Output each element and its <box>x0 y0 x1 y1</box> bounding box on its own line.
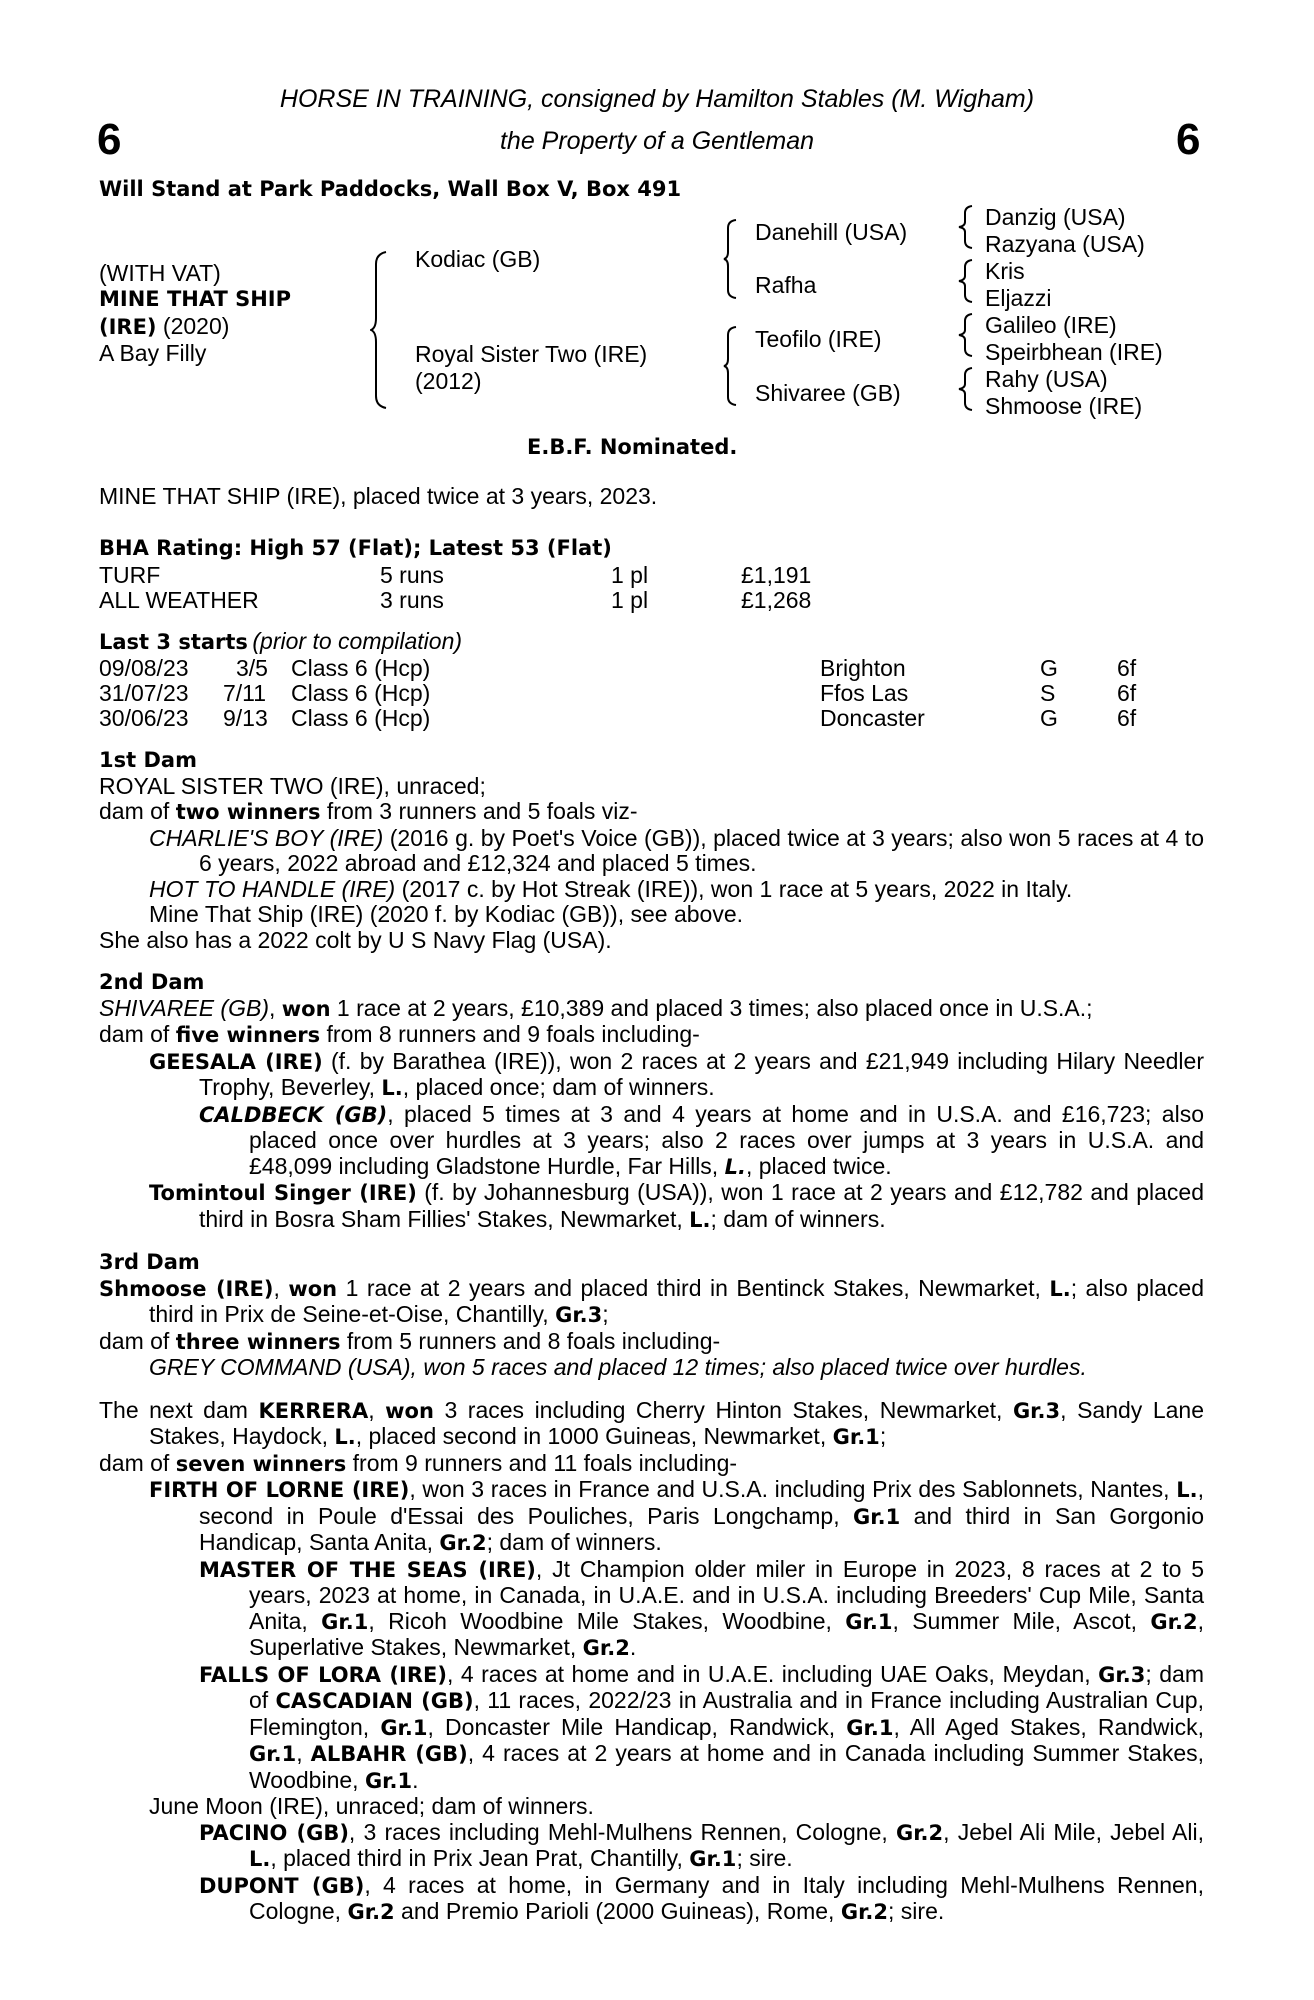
produce-record <box>99 748 1204 1926</box>
dam1-note: She also has a 2022 colt by U S Navy Flag (USA). <box>99 926 612 953</box>
gen3-4: Eljazzi <box>985 285 1052 311</box>
lot-number-left: 6 <box>97 115 122 164</box>
gen3-2: Razyana (USA) <box>985 231 1145 257</box>
gen3-6: Speirbhean (IRE) <box>985 339 1163 365</box>
vat-note: (WITH VAT) <box>99 260 221 286</box>
rating-aw-prize: £1,268 <box>741 587 812 613</box>
dam2-grandfoal: CALDBECK (GB), placed 5 times at 3 and 4 years at home and in U.S.A. and £16,723; also placed once over hurdles at 3 years; also 2 races over jumps at 3 years in U.S.A. and £48,099 including Gladstone Hurdle, Far Hills, L., placed twice. <box>199 1100 1204 1179</box>
dam2-heading: 2nd Dam <box>99 970 205 994</box>
start-class: Class 6 (Hcp) <box>291 655 431 681</box>
dam3-line: Shmoose (IRE), won 1 race at 2 years and placed third in Bentinck Stakes, Newmarket, L.; also placed third in Prix de Seine-et-Oise, Chantilly, Gr.3; <box>99 1274 1204 1327</box>
start-pos: 7/11 <box>223 680 267 706</box>
race-summary: MINE THAT SHIP (IRE), placed twice at 3 years, 2023. <box>99 483 658 509</box>
start-dist: 6f <box>1117 655 1137 681</box>
location-line: Will Stand at Park Paddocks, Wall Box V, Box 491 <box>99 177 682 201</box>
dam2-line: SHIVAREE (GB), won 1 race at 2 years, £10,389 and placed 3 times; also placed once in U.S.A.; <box>99 994 1093 1021</box>
start-course: Brighton <box>820 655 906 681</box>
rating-turf-runs: 5 runs <box>380 562 444 588</box>
dam4-grandfoal: PACINO (GB), 3 races including Mehl-Mulhens Rennen, Cologne, Gr.2, Jebel Ali Mile, Jebel Ali, L., placed third in Prix Jean Prat, Chantilly, Gr.1; sire. <box>199 1818 1205 1871</box>
start-course: Ffos Las <box>820 680 909 706</box>
rating-aw-surface: ALL WEATHER <box>99 587 259 613</box>
rating-turf-prize: £1,191 <box>741 562 812 588</box>
start-pos: 3/5 <box>236 655 268 681</box>
lot-number-right: 6 <box>1176 115 1201 164</box>
dam4-line: The next dam KERRERA, won 3 races including Cherry Hinton Stakes, Newmarket, Gr.3, Sandy Lane Stakes, Haydock, L., placed second in 1000 Guineas, Newmarket, Gr.1; <box>99 1396 1204 1449</box>
dam3-heading: 3rd Dam <box>99 1250 200 1274</box>
rating-turf-placed: 1 pl <box>611 562 649 588</box>
consignment-line: HORSE IN TRAINING, consigned by Hamilton Stables (M. Wigham) <box>279 85 1035 113</box>
start-date: 09/08/23 <box>99 655 189 681</box>
start-date: 31/07/23 <box>99 680 189 706</box>
gen3-8: Shmoose (IRE) <box>985 393 1143 419</box>
dam3-produce-line: dam of three winners from 5 runners and 8 foals including- <box>99 1327 721 1354</box>
sire-name: Kodiac (GB) <box>415 246 541 272</box>
dam2-foal: Tomintoul Singer (IRE) (f. by Johannesburg (USA)), won 1 race at 2 years and £12,782 and placed third in Bosra Sham Fillies' Stakes, Newmarket, L.; dam of winners. <box>149 1179 1204 1232</box>
dam1-foal: HOT TO HANDLE (IRE) (2017 c. by Hot Streak (IRE)), won 1 race at 5 years, 2022 in Italy. <box>149 875 1073 902</box>
pedigree-bracket-dam <box>723 325 739 407</box>
start-class: Class 6 (Hcp) <box>291 680 431 706</box>
rating-aw-runs: 3 runs <box>380 587 444 613</box>
dam-sire: Teofilo (IRE) <box>755 326 882 352</box>
horse-name-suffix: (IRE) (2020) <box>99 313 230 339</box>
start-going: S <box>1040 680 1056 706</box>
gen3-1: Danzig (USA) <box>985 204 1126 230</box>
start-class: Class 6 (Hcp) <box>291 705 431 731</box>
dam2-foal: GEESALA (IRE) (f. by Barathea (IRE)), won 2 races at 2 years and £21,949 including Hilary Needler Trophy, Beverley, L., placed once; dam of winners. <box>149 1047 1204 1100</box>
ebf-nominated: E.B.F. Nominated. <box>527 435 738 459</box>
horse-name: MINE THAT SHIP <box>99 287 292 311</box>
start-dist: 6f <box>1117 680 1137 706</box>
horse-description: A Bay Filly <box>99 340 207 366</box>
gen3-5: Galileo (IRE) <box>985 312 1117 338</box>
dam-year: (2012) <box>415 368 482 394</box>
sire-sire: Danehill (USA) <box>755 219 908 245</box>
dam4-grandfoal: MASTER OF THE SEAS (IRE), Jt Champion older miler in Europe in 2023, 8 races at 2 to 5 years, 2023 at home, in Canada, in U.A.E. and in U.S.A. including Breeders' Cup Mile, Santa Anita, Gr.1, Ricoh Woodbine Mile Stakes, Woodbine, Gr.1, Summer Mile, Ascot, Gr.2, Superlative Stakes, Newmarket, Gr.2. <box>199 1555 1204 1660</box>
start-dist: 6f <box>1117 705 1137 731</box>
pedigree-bracket-1 <box>370 250 390 410</box>
dam4-grandfoal: DUPONT (GB), 4 races at home, in Germany and in Italy including Mehl-Mulhens Rennen, Cologne, Gr.2 and Premio Parioli (2000 Guineas), Rome, Gr.2; sire. <box>199 1871 1204 1924</box>
rating-turf-surface: TURF <box>99 562 161 588</box>
dam1-foal: CHARLIE'S BOY (IRE) (2016 g. by Poet's Voice (GB)), placed twice at 3 years; also won 5 races at 4 to 6 years, 2022 abroad and £12,324 and placed 5 times. <box>149 824 1204 876</box>
dam3-foal: GREY COMMAND (USA), won 5 races and placed 12 times; also placed twice over hurdles. <box>149 1354 1087 1380</box>
dam1-heading: 1st Dam <box>99 748 197 772</box>
start-course: Doncaster <box>820 705 925 731</box>
gen3-7: Rahy (USA) <box>985 366 1108 392</box>
bha-rating: BHA Rating: High 57 (Flat); Latest 53 (Flat) <box>99 536 612 560</box>
last-starts-heading: Last 3 starts (prior to compilation) <box>99 628 463 654</box>
dam1-produce-line: dam of two winners from 3 runners and 5 foals viz- <box>99 798 638 824</box>
dam4-grandfoal: FALLS OF LORA (IRE), 4 races at home and in U.A.E. including UAE Oaks, Meydan, Gr.3; dam of CASCADIAN (GB), 11 races, 2022/23 in Australia and in France including Australian Cup, Flemington, Gr.1, Doncaster Mile Handicap, Randwick, Gr.1, All Aged Stakes, Randwick, Gr.1, ALBAHR (GB), 4 races at 2 years at home and in Canada including Summer Stakes, Woodbine, Gr.1. <box>199 1660 1205 1793</box>
dam1-foal: Mine That Ship (IRE) (2020 f. by Kodiac (GB)), see above. <box>149 901 744 927</box>
sire-dam: Rafha <box>755 272 817 298</box>
property-line: the Property of a Gentleman <box>499 127 815 155</box>
pedigree-braces-gen3 <box>957 204 975 424</box>
dam-name: Royal Sister Two (IRE) <box>415 341 648 367</box>
gen3-3: Kris <box>985 258 1025 284</box>
start-pos: 9/13 <box>223 705 268 731</box>
start-going: G <box>1040 705 1058 731</box>
pedigree-bracket-sire <box>723 218 739 300</box>
dam4-foal: June Moon (IRE), unraced; dam of winners. <box>149 1793 594 1819</box>
dam1-line: ROYAL SISTER TWO (IRE), unraced; <box>99 772 486 799</box>
dam-dam: Shivaree (GB) <box>755 380 901 406</box>
dam2-produce-line: dam of five winners from 8 runners and 9 foals including- <box>99 1021 700 1047</box>
start-date: 30/06/23 <box>99 705 189 731</box>
start-going: G <box>1040 655 1058 681</box>
dam4-foal: FIRTH OF LORNE (IRE), won 3 races in France and U.S.A. including Prix des Sablonnets, Nantes, L., second in Poule d'Essai des Pouliches, Paris Longchamp, Gr.1 and third in San Gorgonio Handicap, Santa Anita, Gr.2; dam of winners. <box>149 1476 1204 1555</box>
rating-aw-placed: 1 pl <box>611 587 649 613</box>
dam4-produce-line: dam of seven winners from 9 runners and 11 foals including- <box>99 1449 738 1476</box>
